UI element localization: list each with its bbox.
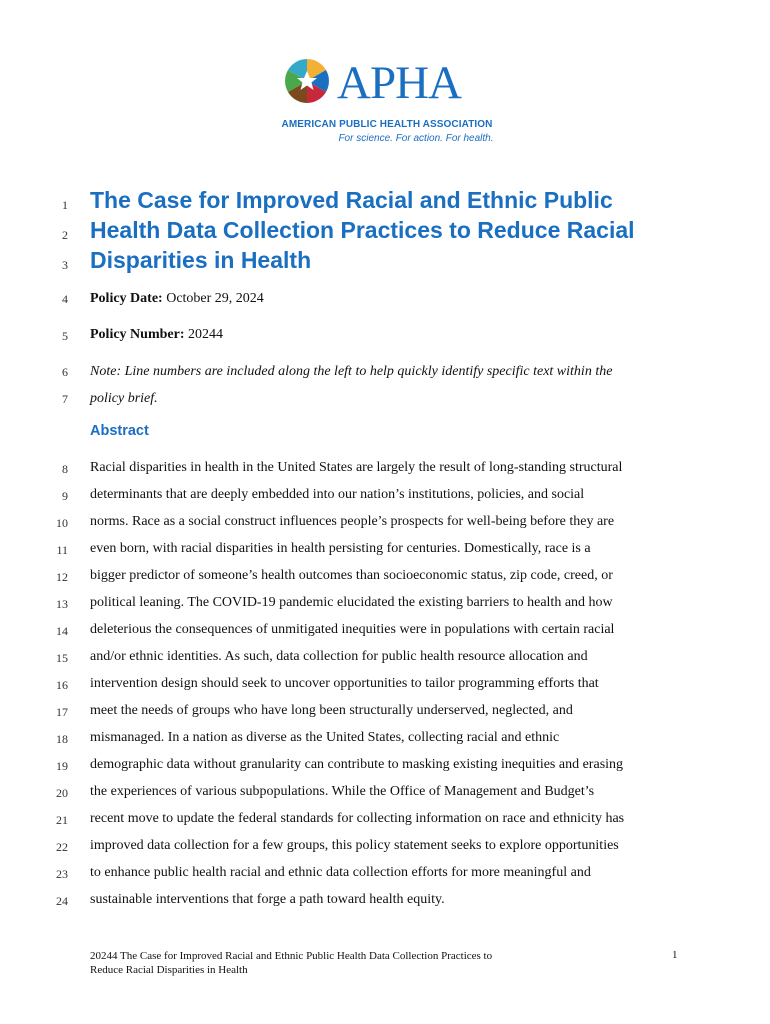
abstract-line: to enhance public health racial and ethnic data collection efforts for more meaningful and — [90, 865, 591, 880]
policy-number-value: 20244 — [187, 327, 223, 342]
policy-date-value: October 29, 2024 — [166, 291, 264, 306]
line-number: 7 — [62, 392, 68, 406]
abstract-line: and/or ethnic identities. As such, data collection for public health resource allocation and — [90, 649, 588, 664]
footer-line: 20244 The Case for Improved Racial and Ethnic Public Health Data Collection Practices to — [90, 950, 493, 962]
abstract-line: recent move to update the federal standards for collecting information on race and ethnicity has — [90, 811, 625, 826]
line-number: 3 — [62, 258, 68, 272]
line-number: 12 — [56, 570, 68, 584]
abstract-line: political leaning. The COVID-19 pandemic elucidated the existing barriers to health and how — [90, 595, 613, 610]
line-number: 21 — [56, 813, 68, 827]
apha-logo-mark-icon — [283, 57, 331, 105]
line-number: 5 — [62, 329, 68, 343]
line-number: 1 — [62, 198, 68, 212]
abstract-line: meet the needs of groups who have long been structurally underserved, neglected, and — [90, 703, 573, 718]
organization-name: AMERICAN PUBLIC HEALTH ASSOCIATION — [281, 119, 493, 130]
line-number: 15 — [56, 651, 68, 665]
note-line: policy brief. — [90, 391, 158, 406]
abstract-line: determinants that are deeply embedded into our nation’s institutions, policies, and social — [90, 487, 585, 502]
abstract-line: improved data collection for a few groups, this policy statement seeks to explore opportunities — [90, 838, 619, 853]
abstract-line: mismanaged. In a nation as diverse as the United States, collecting racial and ethnic — [90, 730, 560, 745]
footer-line: Reduce Racial Disparities in Health — [90, 964, 248, 976]
line-number: 22 — [56, 840, 68, 854]
page-footer — [90, 949, 492, 977]
line-number: 4 — [62, 292, 68, 306]
line-number: 23 — [56, 867, 68, 881]
title-line: The Case for Improved Racial and Ethnic Public — [90, 187, 613, 213]
policy-date-label: Policy Date: — [90, 291, 163, 306]
page-number: 1 — [672, 949, 678, 961]
line-number: 9 — [62, 489, 68, 503]
abstract-line: bigger predictor of someone’s health outcomes than socioeconomic status, zip code, creed, or — [90, 568, 613, 583]
abstract-line: deleterious the consequences of unmitigated inequities were in populations with certain racial — [90, 622, 615, 637]
note-line: Note: Line numbers are included along the left to help quickly identify specific text within the — [90, 364, 613, 379]
title-line: Health Data Collection Practices to Reduce Racial — [90, 217, 635, 243]
line-number: 14 — [56, 624, 68, 638]
line-number: 11 — [56, 543, 68, 557]
abstract-line: the experiences of various subpopulations. While the Office of Management and Budget’s — [90, 784, 595, 799]
title-line: Disparities in Health — [90, 247, 312, 273]
policy-number — [90, 327, 223, 343]
line-number: 19 — [56, 759, 68, 773]
line-number: 2 — [62, 228, 68, 242]
abstract-line: Racial disparities in health in the United States are largely the result of long-standing structural — [90, 460, 623, 475]
abstract-line: sustainable interventions that forge a path toward health equity. — [90, 892, 445, 907]
line-number: 10 — [56, 516, 68, 530]
abstract-line: even born, with racial disparities in health persisting for centuries. Domestically, race is a — [90, 541, 591, 556]
abstract-line: demographic data without granularity can contribute to masking existing inequities and erasing — [90, 757, 624, 772]
line-number: 16 — [56, 678, 68, 692]
abstract-heading: Abstract — [90, 423, 149, 439]
line-number: 24 — [56, 894, 68, 908]
policy-number-label: Policy Number: — [90, 327, 185, 342]
policy-date — [90, 291, 264, 307]
line-number: 13 — [56, 597, 68, 611]
line-number: 17 — [56, 705, 68, 719]
line-number: 20 — [56, 786, 68, 800]
line-number: 8 — [62, 462, 68, 476]
line-number: 6 — [62, 365, 68, 379]
organization-tagline: For science. For action. For health. — [338, 133, 494, 144]
abstract-line: norms. Race as a social construct influences people’s prospects for well-being before they are — [90, 514, 615, 529]
line-number: 18 — [56, 732, 68, 746]
abstract-line: intervention design should seek to uncover opportunities to tailor programming efforts that — [90, 676, 599, 691]
apha-wordmark: APHA — [337, 57, 461, 109]
